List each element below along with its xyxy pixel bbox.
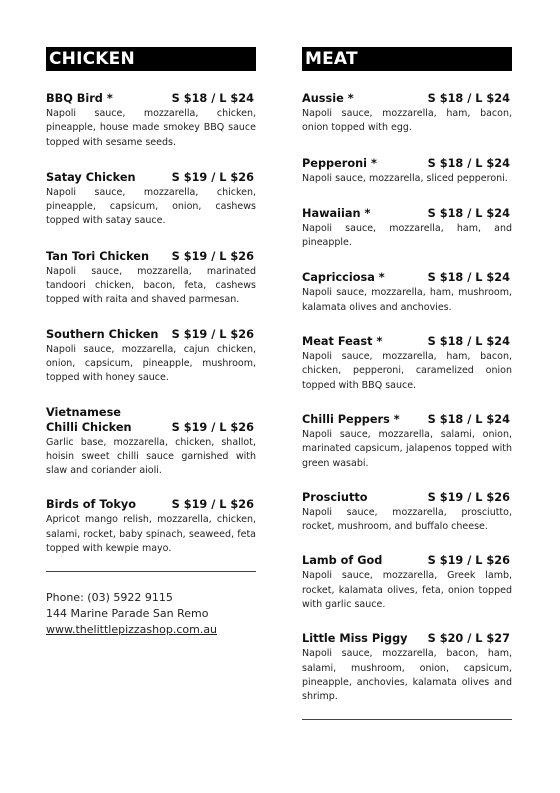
- address: 144 Marine Parade San Remo: [46, 607, 209, 621]
- item-price: S $18 / L $24: [427, 412, 510, 426]
- menu-item: [46, 497, 256, 556]
- item-description: Napoli sauce, mozzarella, ham, mushroom, kalamata olives and anchovies.: [302, 287, 512, 313]
- item-description: Apricot mango relish, mozzarella, chicken, salami, rocket, baby spinach, seaweed, feta topped with kewpie mayo.: [46, 514, 256, 555]
- menu-item: [302, 156, 512, 186]
- menu-item: [302, 270, 512, 315]
- item-description: Napoli sauce, mozzarella, sliced pepperoni.: [302, 172, 508, 184]
- menu-item: [46, 170, 256, 229]
- item-description: Napoli sauce, mozzarella, ham, bacon, onion topped with egg.: [302, 108, 512, 134]
- meat-section-title: MEAT: [302, 47, 512, 71]
- item-description: Napoli sauce, mozzarella, cajun chicken, onion, capsicum, pineapple, mushroom, topped with honey sauce.: [46, 343, 256, 384]
- item-description: Napoli sauce, mozzarella, prosciutto, rocket, mushroom, and buffalo cheese.: [302, 506, 512, 533]
- item-name: Prosciutto: [302, 490, 368, 504]
- item-name: BBQ Bird *: [46, 92, 113, 105]
- item-price: S $18 / L $24: [171, 92, 254, 105]
- menu-item: [302, 490, 512, 535]
- item-description: Napoli sauce, mozzarella, ham, bacon, chicken, pepperoni, caramelized onion topped with BBQ sauce.: [302, 351, 512, 391]
- item-description: Napoli sauce, mozzarella, chicken, pineapple, capsicum, onion, cashews topped with satay sauce.: [46, 186, 256, 227]
- menu-item: [302, 91, 512, 136]
- item-description: Garlic base, mozzarella, chicken, shallot, hoisin sweet chilli sauce garnished with slaw and coriander aioli.: [46, 436, 256, 477]
- item-price: S $19 / L $26: [427, 554, 510, 568]
- item-description: Napoli sauce, mozzarella, chicken, pineapple, house made smokey BBQ sauce topped with sesame seeds.: [46, 108, 256, 148]
- item-description: Napoli sauce, mozzarella, ham, and pineapple.: [302, 222, 512, 249]
- item-price: S $18 / L $24: [427, 335, 510, 349]
- menu-item: [302, 631, 512, 704]
- item-description: Napoli sauce, mozzarella, Greek lamb, rocket, kalamata olives, feta, onion topped with garlic sauce.: [302, 570, 512, 611]
- item-price: S $18 / L $24: [427, 271, 510, 285]
- website-link[interactable]: www.thelittlepizzashop.com.au: [46, 623, 218, 637]
- item-name: Capricciosa *: [302, 271, 385, 285]
- item-name: Pepperoni *: [302, 156, 377, 170]
- item-price: S $19 / L $26: [171, 327, 254, 341]
- chicken-section-title: CHICKEN: [46, 47, 256, 71]
- item-price: S $20 / L $27: [427, 632, 510, 646]
- item-name: Hawaiian *: [302, 206, 371, 220]
- item-description: Napoli sauce, mozzarella, salami, onion, marinated capsicum, jalapenos topped with green wasabi.: [302, 428, 512, 469]
- contact-info: [46, 590, 256, 638]
- menu-item: [46, 327, 256, 386]
- item-price: S $19 / L $26: [171, 249, 254, 263]
- item-name-line1: Vietnamese: [46, 405, 121, 419]
- chicken-section: [46, 47, 256, 638]
- phone: Phone: (03) 5922 9115: [46, 591, 173, 605]
- item-price: S $18 / L $24: [427, 156, 510, 170]
- menu-item: [302, 206, 512, 251]
- item-name: Lamb of God: [302, 554, 383, 568]
- divider: [302, 719, 512, 720]
- item-description: Napoli sauce, mozzarella, marinated tandoori chicken, bacon, feta, cashews topped with raita and shaved parmesan.: [46, 265, 256, 306]
- menu-item: [302, 553, 512, 612]
- item-price: S $19 / L $26: [171, 170, 254, 184]
- item-price: S $19 / L $26: [171, 498, 254, 512]
- item-name: Chilli Peppers *: [302, 412, 400, 426]
- item-price: S $19 / L $26: [427, 490, 510, 504]
- item-name: Satay Chicken: [46, 170, 136, 184]
- item-name: Aussie *: [302, 92, 354, 105]
- item-name-line2: Chilli Chicken: [46, 420, 132, 434]
- meat-section: [302, 47, 512, 720]
- item-price: S $18 / L $24: [427, 206, 510, 220]
- item-name: Little Miss Piggy: [302, 632, 408, 646]
- item-name: Southern Chicken: [46, 327, 159, 341]
- item-name: Meat Feast *: [302, 335, 383, 349]
- divider: [46, 571, 256, 572]
- menu-item: [302, 334, 512, 393]
- item-name: Tan Tori Chicken: [46, 249, 150, 263]
- item-description: Napoli sauce, mozzarella, bacon, ham, salami, mushroom, onion, capsicum, pineapple, anchovies, kalamata olives and shrimp.: [302, 648, 512, 703]
- menu-item: [46, 91, 256, 150]
- item-price: S $19 / L $26: [171, 420, 254, 434]
- menu-item: [302, 412, 512, 471]
- item-name: Birds of Tokyo: [46, 498, 137, 512]
- item-price: S $18 / L $24: [427, 92, 510, 105]
- menu-item: [46, 249, 256, 308]
- menu-item: [46, 405, 256, 479]
